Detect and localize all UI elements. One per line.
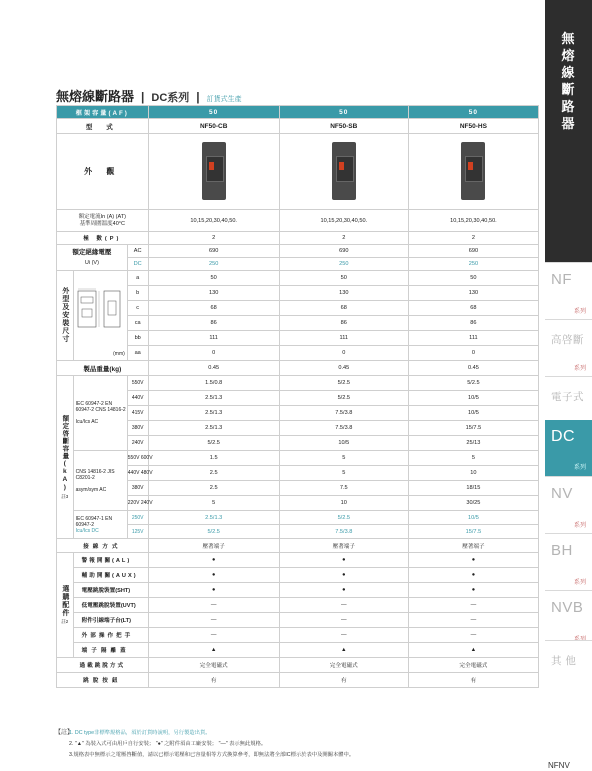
cell: ▲ [279,643,408,658]
cell: 0 [408,346,538,361]
breaking-row [57,421,539,436]
accessory-name: 低電壓跳脫裝置(UVT) [73,598,148,613]
cell: ● [148,583,279,598]
cell: 5/2.5 [408,376,538,391]
footnotes [55,728,539,761]
cell: ● [279,583,408,598]
cell: 68 [408,301,538,316]
voltage: 440V [127,391,148,406]
dim-label-cell [57,271,74,361]
notes-tag: 【註】 [55,730,74,736]
breaking-label: 額定啓斷容量(kA) [61,414,69,492]
cell: 10,15,20,30,40,50. [408,210,538,232]
cell: 5 [279,451,408,466]
cell: 10 [279,496,408,511]
cell: — [408,613,538,628]
icu-dc-text: Icu/Ics DC [75,527,99,534]
cell: 68 [279,301,408,316]
breaker-image [202,142,226,200]
cell: 壓著端子 [279,539,408,553]
cell: 10/5 [279,436,408,451]
cell: 2 [279,232,408,245]
tab-nv[interactable] [545,476,592,534]
accessory-row [57,568,539,583]
breaking-row [57,466,539,481]
tab-label: BH [551,542,573,559]
title-main: 無熔線斷路器 [56,89,135,104]
tab-label: 電子式 [551,391,584,403]
side-index [545,0,592,771]
cell: 2.5 [148,481,279,496]
cell: 2.5/1.3 [148,406,279,421]
cell: 1.5/0.8 [148,376,279,391]
cell: 111 [408,331,538,346]
title-order-note: 訂貨式生產 [206,96,242,103]
cell: 0.45 [408,361,538,376]
rated-current-text: 額定電流In (A) (AT) [78,213,126,220]
cell: 完全電磁式 [408,658,538,673]
cell: — [279,628,408,643]
voltage: 380V [127,421,148,436]
breaking-row [57,406,539,421]
cell: 2.5/1.3 [148,421,279,436]
insulation-text: 額定絕緣電壓 [72,248,112,256]
frame-label: 框架容量(AF) [57,106,149,119]
cell: — [148,598,279,613]
voltage: 550V 600V [127,451,148,466]
asym-text: asym/sym AC [75,486,107,493]
appearance-row [57,134,539,210]
cell: 10/5 [408,406,538,421]
dim-row [57,331,539,346]
cell: 0.45 [148,361,279,376]
cell: 壓著端子 [408,539,538,553]
insulation-dc-row [57,258,539,271]
button-row [57,673,539,688]
cell: 2 [408,232,538,245]
cell: ● [279,568,408,583]
product-image [408,134,538,210]
appearance-label: 外 觀 [57,134,149,210]
cell: 完全電磁式 [148,658,279,673]
cell: 5/2.5 [148,436,279,451]
cell: 250 [408,258,538,271]
cell: 18/15 [408,481,538,496]
accessory-name: 電壓跳脫裝置(SHT) [73,583,148,598]
dim-key: ca [127,316,148,331]
voltage: 240V [127,436,148,451]
cell: 7.5/3.8 [279,525,408,539]
cell: 7.5/3.8 [279,421,408,436]
insulation-label [57,245,128,271]
dim-row [57,316,539,331]
trip-label: 過載跳脫方式 [57,658,149,673]
trip-row [57,658,539,673]
breaking-row [57,436,539,451]
breaking-label-cell [57,376,74,539]
cell: — [148,613,279,628]
cell: 86 [148,316,279,331]
dim-key: bb [127,331,148,346]
accessory-row [57,613,539,628]
dim-key: c [127,301,148,316]
accessory-row [57,643,539,658]
voltage: 440V 480V [127,466,148,481]
ac-label: AC [127,245,148,258]
cell: 15/7.5 [408,525,538,539]
button-label: 跳脫按鈕 [57,673,149,688]
insulation-ac-row [57,245,539,258]
accessory-row [57,628,539,643]
dim-key: a [127,271,148,286]
breaking-row [57,451,539,466]
tab-label: NVB [551,599,584,616]
cell: 690 [279,245,408,258]
voltage: 380V [127,481,148,496]
voltage: 125V [127,525,148,539]
breaking-row [57,481,539,496]
note-1: 1. DC type非標準規格品，須於訂貨時說明，另行製造出貨。 [69,730,211,736]
spec-table [56,105,539,688]
cell: 7.5/3.8 [279,406,408,421]
poles-label: 極 數(P) [57,232,149,245]
cell: ● [408,568,538,583]
cell: ● [148,553,279,568]
voltage: 550V [127,376,148,391]
dim-row [57,271,539,286]
accessory-name: 輔助開關(AUX) [73,568,148,583]
accessory-name: 附件引線端子台(LT) [73,613,148,628]
cell: 5/2.5 [279,511,408,525]
cell: 0 [279,346,408,361]
std2-text: CNS 14816-2 JIS C8201-2 [75,468,115,481]
cell: 壓著端子 [148,539,279,553]
cell: ▲ [408,643,538,658]
tab-label: NF [551,271,572,288]
tab-dc[interactable] [545,420,592,476]
cell: 86 [408,316,538,331]
dim-row [57,286,539,301]
model-row [57,119,539,134]
note-2: 2. "▲" 為裝入式可由用戶自行安裝； "●" 之附件須由工廠安裝； "—" 表示無此規格。 [69,741,267,747]
cell: 68 [148,301,279,316]
tab-sub: 系列 [573,465,586,471]
tab-nf[interactable] [545,262,592,320]
accessory-name: 警報開關(AL) [73,553,148,568]
frame-value: 50 [408,106,538,119]
cell: 有 [148,673,279,688]
model-value: NF50-CB [148,119,279,134]
cell: 15/7.5 [408,421,538,436]
breaking-row [57,376,539,391]
terminal-row [57,539,539,553]
cell: 10/5 [408,511,538,525]
cell: 5 [279,466,408,481]
cell: 690 [148,245,279,258]
accessory-name: 外部操作把手 [73,628,148,643]
tab-sub: 系列 [573,309,586,315]
tab-label: 其 他 [551,655,577,667]
std3-text: IEC 60947-1 EN 60947-2 [75,515,113,528]
cell: ● [148,568,279,583]
cell: 0.45 [279,361,408,376]
cell: 50 [279,271,408,286]
tab-label: NV [551,485,573,502]
cell: 2.5/1.3 [148,391,279,406]
cell: 50 [148,271,279,286]
breaker-image [461,142,485,200]
cell: 30/25 [408,496,538,511]
std-group-2 [73,451,127,511]
voltage: 250V [127,511,148,525]
side-title: 無熔線斷路器 [561,31,575,131]
note-3: 3.規格表中無標示之電壓啓斷值，請以已標示電壓和已容量相等方式換算參考，即無法將全部IC標示於表中及開關本體中。 [69,752,355,758]
cell: 有 [408,673,538,688]
cell: — [148,628,279,643]
cell: 50 [408,271,538,286]
tab-bh[interactable] [545,533,592,591]
cell: — [408,598,538,613]
cell: 86 [279,316,408,331]
cell: 5 [408,451,538,466]
accessory-row [57,598,539,613]
model-value: NF50-SB [279,119,408,134]
cell: 5/2.5 [279,391,408,406]
title-series: DC系列 [151,92,190,104]
weight-label: 製品重量(kg) [57,361,149,376]
rated-current-sub: 基準周圍溫度40°C [79,220,125,227]
dim-drawing [73,271,127,361]
cell: 完全電磁式 [279,658,408,673]
cell: 250 [279,258,408,271]
cell: — [408,628,538,643]
std-group-1 [73,376,127,451]
cell: 2 [148,232,279,245]
breaking-row [57,391,539,406]
tab-label: 高啓斷 [551,334,584,346]
cell: 10 [408,466,538,481]
icu-ac-text: Icu/Ics AC [75,419,99,425]
title-separator: | [196,90,200,104]
page-title [56,86,242,104]
std1-text: IEC 60947-2 EN 60947-2 CNS 14816-2 [75,401,126,413]
tab-sub: 系列 [573,523,586,529]
cell: ▲ [148,643,279,658]
dim-unit: (mm) [113,351,125,357]
cell: 0 [148,346,279,361]
cell: 5/2.5 [148,525,279,539]
cell: — [279,613,408,628]
page-footer-code: NFNV [548,761,570,770]
tab-sub: 系列 [573,580,586,586]
cell: ● [408,553,538,568]
cell: 1.5 [148,451,279,466]
dim-label: 外型及安裝尺寸 [61,286,69,343]
frame-value: 50 [148,106,279,119]
model-value: NF50-HS [408,119,538,134]
cell: 10/5 [408,391,538,406]
accessory-row [57,583,539,598]
std-group-3 [73,511,127,539]
dim-row [57,301,539,316]
note2-tag: 註2 [61,619,69,624]
accessory-label: 選購配件 [61,585,69,617]
accessory-row [57,553,539,568]
dc-label: DC [127,258,148,271]
cell: 2.5/1.3 [148,511,279,525]
cell: 250 [148,258,279,271]
tab-others[interactable] [545,640,592,698]
cell: 2.5 [148,466,279,481]
cell: 111 [279,331,408,346]
breaking-row [57,496,539,511]
cell: 5/2.5 [279,376,408,391]
tab-sub: 系列 [573,366,586,372]
cell: 111 [148,331,279,346]
frame-value: 50 [279,106,408,119]
dim-key: b [127,286,148,301]
voltage: 220V 240V [127,496,148,511]
product-image [279,134,408,210]
weight-row [57,361,539,376]
product-image [148,134,279,210]
insulation-unit: Ui (V) [84,259,99,266]
frame-row [57,106,539,119]
cell: 690 [408,245,538,258]
side-header [545,0,592,262]
cell: 25/13 [408,436,538,451]
dim-row [57,346,539,361]
poles-row [57,232,539,245]
cell: 5 [148,496,279,511]
breaker-image [332,142,356,200]
cell: 7.5 [279,481,408,496]
cell: 130 [148,286,279,301]
accessory-name: 端子隔離蓋 [73,643,148,658]
cell: ● [279,553,408,568]
terminal-label: 接線方式 [57,539,149,553]
cell: 10,15,20,30,40,50. [279,210,408,232]
dim-key: aa [127,346,148,361]
title-separator: | [141,90,145,104]
rated-current-row [57,210,539,232]
cell: — [279,598,408,613]
cell: 130 [279,286,408,301]
accessory-label-cell [57,553,74,658]
breaking-row [57,511,539,525]
rated-current-label [57,210,149,232]
cell: 10,15,20,30,40,50. [148,210,279,232]
breaking-row [57,525,539,539]
tab-high-breaking[interactable] [545,319,592,377]
cell: 有 [279,673,408,688]
model-label: 型 式 [57,119,149,134]
cell: ● [408,583,538,598]
dimension-drawing [75,287,125,342]
voltage: 415V [127,406,148,421]
note3-tag: 註3 [61,493,69,499]
cell: 130 [408,286,538,301]
tab-label: DC [551,428,576,445]
